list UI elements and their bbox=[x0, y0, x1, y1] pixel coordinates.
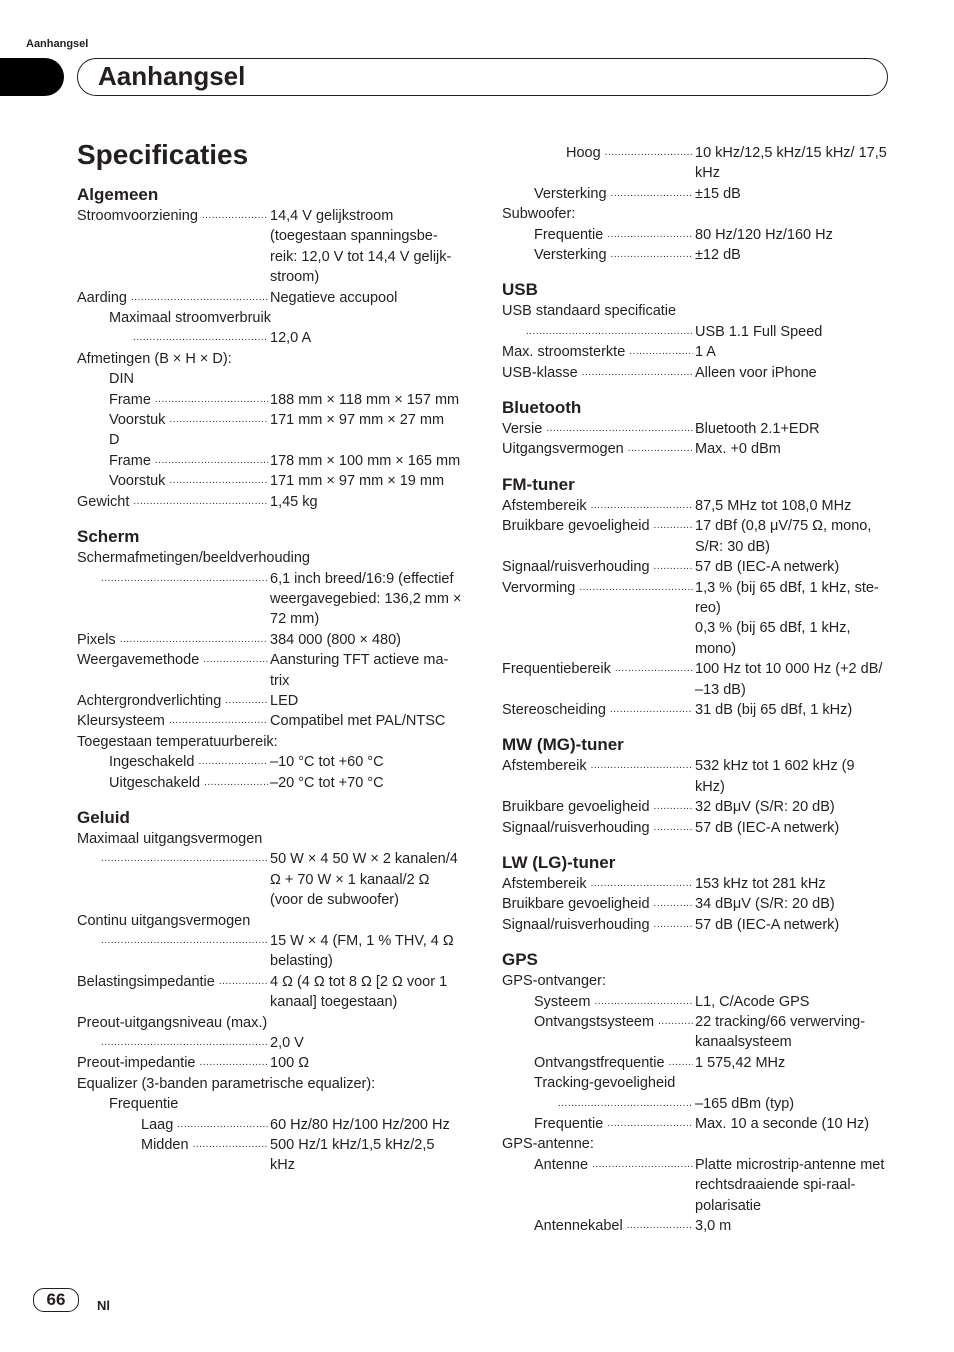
spec-fm-stereoscheiding bbox=[502, 700, 888, 720]
spec-label: Ontvangstfrequentie bbox=[534, 1054, 665, 1071]
spec-value: Alleen voor iPhone bbox=[695, 364, 817, 381]
spec-label: GPS-ontvanger: bbox=[502, 973, 606, 990]
spec-value: 15 W × 4 (FM, 1 % THV, 4 Ω belasting) bbox=[270, 933, 454, 970]
spec-label: Versterking bbox=[534, 185, 607, 202]
spec-label: Frame bbox=[109, 391, 151, 408]
spec-value: 3,0 m bbox=[695, 1218, 732, 1235]
spec-label: GPS-antenne: bbox=[502, 1136, 594, 1153]
spec-value-line: 0,3 % (bij 65 dBf, 1 kHz, mono) bbox=[695, 620, 851, 657]
spec-value: –165 dBm (typ) bbox=[695, 1095, 795, 1112]
spec-label: Frequentiebereik bbox=[502, 661, 611, 678]
spec-label: USB-klasse bbox=[502, 364, 578, 381]
spec-label: Pixels bbox=[77, 631, 116, 648]
spec-label: Kleursysteem bbox=[77, 713, 165, 730]
spec-gps-systeem bbox=[502, 992, 888, 1012]
spec-value: 188 mm × 118 mm × 157 mm bbox=[270, 391, 460, 408]
spec-value: Negatieve accupool bbox=[270, 289, 398, 306]
spec-sub-frequentie bbox=[502, 225, 888, 245]
spec-lw-signaal bbox=[502, 915, 888, 935]
spec-value: 100 Hz tot 10 000 Hz (+2 dB/ –13 dB) bbox=[695, 661, 883, 698]
section-title-bar bbox=[77, 58, 888, 96]
spec-value: 4 Ω (4 Ω tot 8 Ω [2 Ω voor 1 kanaal] toegestaan) bbox=[270, 973, 448, 1011]
spec-label: Frame bbox=[109, 452, 151, 469]
spec-lw-afstembereik bbox=[502, 874, 888, 894]
heading-bluetooth: Bluetooth bbox=[502, 398, 582, 418]
spec-label: Hoog bbox=[566, 145, 601, 161]
spec-label: Afstembereik bbox=[502, 875, 587, 892]
spec-label: Frequentie bbox=[534, 1116, 604, 1133]
spec-value: 80 Hz/120 Hz/160 Hz bbox=[695, 226, 833, 243]
spec-value: 532 kHz tot 1 602 kHz (9 kHz) bbox=[695, 758, 855, 795]
spec-pixels bbox=[77, 630, 463, 650]
spec-continu-uitgangsvermogen bbox=[77, 931, 463, 972]
spec-label: Ontvangstsysteem bbox=[534, 1014, 655, 1030]
spec-value: 171 mm × 97 mm × 19 mm bbox=[270, 473, 445, 490]
heading-scherm: Scherm bbox=[77, 527, 140, 547]
spec-din-frame bbox=[77, 390, 463, 410]
left-column bbox=[77, 184, 463, 1176]
spec-value: 171 mm × 97 mm × 27 mm bbox=[270, 412, 445, 429]
spec-label: Equalizer (3-banden parametrische equalizer): bbox=[77, 1075, 376, 1092]
spec-value: 2,0 V bbox=[270, 1035, 304, 1052]
spec-label: Frequentie bbox=[534, 226, 604, 243]
spec-usb-stroom bbox=[502, 342, 888, 362]
spec-label: Preout-impedantie bbox=[77, 1055, 196, 1072]
spec-value: Compatibel met PAL/NTSC bbox=[270, 713, 446, 730]
spec-label: D bbox=[109, 432, 120, 449]
spec-label: Afstembereik bbox=[502, 758, 587, 775]
spec-laag bbox=[77, 1115, 463, 1135]
heading-lw-tuner: LW (LG)-tuner bbox=[502, 852, 616, 872]
spec-bt-uitgangsvermogen bbox=[502, 439, 888, 459]
spec-value: 178 mm × 100 mm × 165 mm bbox=[270, 452, 461, 469]
spec-value: 1 A bbox=[695, 344, 716, 361]
spec-label: Afmetingen (B × H × D): bbox=[77, 350, 232, 367]
spec-label: Aarding bbox=[77, 289, 127, 306]
spec-label: Versterking bbox=[534, 247, 607, 264]
spec-label: Stereoscheiding bbox=[502, 701, 606, 718]
spec-value: 60 Hz/80 Hz/100 Hz/200 Hz bbox=[270, 1116, 450, 1133]
spec-value: 6,1 inch breed/16:9 (effectief weergavegebied: 136,2 mm × 72 mm) bbox=[270, 570, 462, 628]
spec-value: Platte microstrip-antenne met rechtsdraaiende spi-raal-polarisatie bbox=[695, 1156, 885, 1214]
spec-value: Max. 10 a seconde (10 Hz) bbox=[695, 1116, 870, 1133]
spec-gps-ontvangstsysteem bbox=[502, 1012, 888, 1053]
spec-label: Laag bbox=[141, 1116, 174, 1133]
spec-value: 12,0 A bbox=[270, 330, 312, 347]
spec-lw-gevoeligheid bbox=[502, 894, 888, 914]
running-header: Aanhangsel bbox=[26, 38, 89, 50]
spec-label: Antennekabel bbox=[534, 1218, 623, 1235]
spec-mw-gevoeligheid bbox=[502, 797, 888, 817]
spec-label: Gewicht bbox=[77, 493, 130, 510]
spec-value: 17 dBf (0,8 μV/75 Ω, mono, S/R: 30 dB) bbox=[695, 518, 872, 555]
spec-hoog bbox=[502, 143, 888, 184]
spec-label: Max. stroomsterkte bbox=[502, 344, 626, 361]
spec-mw-afstembereik bbox=[502, 756, 888, 797]
spec-versterking bbox=[502, 184, 888, 204]
spec-value-line: 1,3 % (bij 65 dBf, 1 kHz, ste-reo) bbox=[695, 579, 879, 616]
spec-fm-signaal bbox=[502, 557, 888, 577]
spec-value: USB 1.1 Full Speed bbox=[695, 323, 823, 340]
spec-value: 22 tracking/66 verwerving-kanaalsysteem bbox=[695, 1014, 866, 1051]
spec-value: 87,5 MHz tot 108,0 MHz bbox=[695, 497, 852, 514]
right-column bbox=[502, 143, 888, 1236]
spec-label: USB standaard specificatie bbox=[502, 303, 677, 320]
spec-ingeschakeld bbox=[77, 752, 463, 772]
spec-label: Vervorming bbox=[502, 579, 576, 596]
spec-aarding bbox=[77, 288, 463, 308]
spec-label: DIN bbox=[109, 371, 134, 388]
spec-d-frame bbox=[77, 451, 463, 471]
spec-uitgeschakeld bbox=[77, 773, 463, 793]
spec-gps-antennekabel bbox=[502, 1216, 888, 1236]
spec-value: ±15 dB bbox=[695, 185, 741, 202]
spec-value: Aansturing TFT actieve ma-trix bbox=[270, 652, 449, 689]
spec-belastingsimpedantie bbox=[77, 972, 463, 1013]
spec-preout-impedantie bbox=[77, 1053, 463, 1073]
spec-label: Continu uitgangsvermogen bbox=[77, 912, 251, 929]
spec-value: LED bbox=[270, 692, 299, 709]
spec-sub-versterking bbox=[502, 245, 888, 265]
heading-geluid: Geluid bbox=[77, 807, 130, 827]
spec-label: Ingeschakeld bbox=[109, 754, 195, 771]
spec-label: Frequentie bbox=[109, 1096, 179, 1113]
spec-value: 100 Ω bbox=[270, 1055, 310, 1072]
spec-label: Antenne bbox=[534, 1156, 589, 1173]
spec-label: Achtergrondverlichting bbox=[77, 692, 222, 709]
spec-label: Tracking-gevoeligheid bbox=[534, 1075, 676, 1092]
spec-value: 31 dB (bij 65 dBf, 1 kHz) bbox=[695, 701, 853, 718]
page-number: 66 bbox=[33, 1288, 79, 1312]
spec-label: Versie bbox=[502, 421, 543, 438]
section-tab-marker bbox=[0, 58, 64, 96]
spec-label: Preout-uitgangsniveau (max.) bbox=[77, 1014, 268, 1031]
spec-preout-niveau bbox=[77, 1033, 463, 1053]
spec-label: Weergavemethode bbox=[77, 652, 200, 669]
spec-usb-klasse bbox=[502, 363, 888, 383]
language-code: Nl bbox=[97, 1298, 110, 1313]
spec-label: Uitgangsvermogen bbox=[502, 441, 624, 458]
spec-value: 10 kHz/12,5 kHz/15 kHz/ 17,5 kHz bbox=[695, 145, 887, 182]
spec-gps-tracking bbox=[502, 1094, 888, 1114]
spec-fm-gevoeligheid bbox=[502, 516, 888, 557]
spec-label: Bruikbare gevoeligheid bbox=[502, 896, 650, 913]
spec-value: 57 dB (IEC-A netwerk) bbox=[695, 916, 840, 933]
spec-label: Signaal/ruisverhouding bbox=[502, 819, 650, 836]
spec-din-voorstuk bbox=[77, 410, 463, 430]
spec-value: Max. +0 dBm bbox=[695, 441, 781, 458]
spec-kleursysteem bbox=[77, 711, 463, 731]
spec-label: Signaal/ruisverhouding bbox=[502, 559, 650, 576]
spec-value: L1, C/Acode GPS bbox=[695, 993, 810, 1010]
heading-mw-tuner: MW (MG)-tuner bbox=[502, 735, 624, 755]
spec-value: –10 °C tot +60 °C bbox=[270, 754, 384, 771]
spec-weergavemethode bbox=[77, 650, 463, 691]
spec-label: Voorstuk bbox=[109, 412, 166, 429]
spec-label: Subwoofer: bbox=[502, 206, 576, 223]
spec-value: 1,45 kg bbox=[270, 493, 318, 510]
spec-value: 50 W × 4 50 W × 2 kanalen/4 Ω + 70 W × 1 kanaal/2 Ω (voor de subwoofer) bbox=[270, 851, 458, 909]
spec-label: Belastingsimpedantie bbox=[77, 973, 215, 990]
spec-label: Midden bbox=[141, 1137, 189, 1154]
spec-value: 384 000 (800 × 480) bbox=[270, 631, 402, 648]
spec-label: Bruikbare gevoeligheid bbox=[502, 799, 650, 816]
spec-value: 57 dB (IEC-A netwerk) bbox=[695, 559, 840, 576]
spec-label: Bruikbare gevoeligheid bbox=[502, 518, 650, 535]
spec-value: 57 dB (IEC-A netwerk) bbox=[695, 819, 840, 836]
spec-schermafmetingen bbox=[77, 569, 463, 630]
heading-algemeen: Algemeen bbox=[77, 185, 159, 204]
spec-value: 500 Hz/1 kHz/1,5 kHz/2,5 kHz bbox=[270, 1137, 435, 1174]
spec-value: 14,4 V gelijkstroom (toegestaan spanningsbe-reik: 12,0 V tot 14,4 V gelijk-stroom) bbox=[270, 208, 452, 286]
spec-label: Uitgeschakeld bbox=[109, 774, 201, 791]
spec-value: 153 kHz tot 281 kHz bbox=[695, 875, 826, 892]
page-title: Specificaties bbox=[77, 139, 249, 170]
spec-max-uitgangsvermogen bbox=[77, 849, 463, 910]
spec-gps-ontvangstfrequentie bbox=[502, 1053, 888, 1073]
spec-label: Signaal/ruisverhouding bbox=[502, 916, 650, 933]
spec-fm-frequentiebereik bbox=[502, 659, 888, 700]
heading-usb: USB bbox=[502, 280, 538, 300]
spec-gps-antenne bbox=[502, 1155, 888, 1216]
spec-value: ±12 dB bbox=[695, 247, 741, 264]
spec-maxstroom bbox=[77, 328, 463, 348]
spec-label: Maximaal uitgangsvermogen bbox=[77, 830, 263, 847]
spec-value: 34 dBμV (S/R: 20 dB) bbox=[695, 896, 835, 913]
section-title: Aanhangsel bbox=[98, 61, 246, 91]
spec-gewicht bbox=[77, 492, 463, 512]
spec-label: Maximaal stroomverbruik bbox=[109, 310, 271, 327]
spec-midden bbox=[77, 1135, 463, 1176]
spec-mw-signaal bbox=[502, 818, 888, 838]
spec-value: 1 575,42 MHz bbox=[695, 1054, 786, 1071]
spec-value bbox=[695, 578, 888, 660]
spec-label: Toegestaan temperatuurbereik: bbox=[77, 733, 278, 750]
spec-value: Bluetooth 2.1+EDR bbox=[695, 421, 820, 438]
heading-gps: GPS bbox=[502, 950, 538, 970]
spec-label: Schermafmetingen/beeldverhouding bbox=[77, 550, 310, 567]
spec-stroomvoorziening bbox=[77, 206, 463, 288]
spec-label: Afstembereik bbox=[502, 497, 587, 514]
spec-fm-vervorming bbox=[502, 578, 888, 660]
heading-fm-tuner: FM-tuner bbox=[502, 474, 575, 494]
spec-usb-standaard bbox=[502, 322, 888, 342]
spec-label: Stroomvoorziening bbox=[77, 208, 198, 224]
spec-fm-afstembereik bbox=[502, 496, 888, 516]
spec-value: 32 dBμV (S/R: 20 dB) bbox=[695, 799, 835, 816]
spec-label: Voorstuk bbox=[109, 473, 166, 490]
spec-gps-frequentie bbox=[502, 1114, 888, 1134]
spec-d-voorstuk bbox=[77, 471, 463, 491]
spec-value: –20 °C tot +70 °C bbox=[270, 774, 384, 791]
spec-label: Systeem bbox=[534, 993, 591, 1010]
spec-achtergrondverlichting bbox=[77, 691, 463, 711]
spec-bt-versie bbox=[502, 419, 888, 439]
